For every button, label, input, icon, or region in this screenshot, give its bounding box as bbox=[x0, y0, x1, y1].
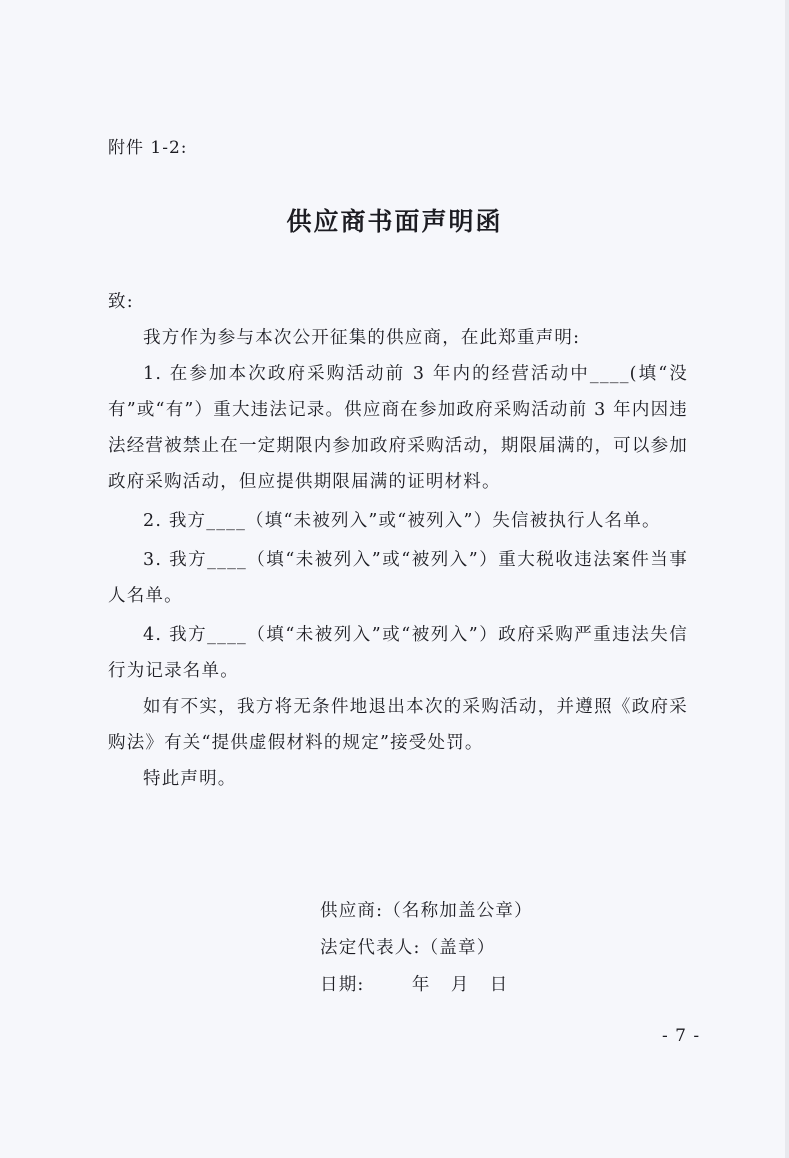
page-number: - 7 - bbox=[662, 1026, 701, 1046]
salutation: 致: bbox=[108, 292, 134, 312]
document-body bbox=[108, 284, 688, 797]
signature-block bbox=[320, 893, 533, 1004]
closing-paragraph: 如有不实，我方将无条件地退出本次的采购活动，并遵照《政府采购法》有关“提供虚假材料的规定”接受处罚。 bbox=[108, 697, 688, 753]
declaration-statement: 特此声明。 bbox=[143, 769, 237, 789]
declaration-item-2: 2. 我方____（填“未被列入”或“被列入”）失信被执行人名单。 bbox=[143, 511, 661, 531]
intro-paragraph: 我方作为参与本次公开征集的供应商，在此郑重声明: bbox=[143, 328, 581, 348]
declaration-item-1: 1. 在参加本次政府采购活动前 3 年内的经营活动中____(填“没有”或“有”）重大违法记录。供应商在参加政府采购活动前 3 年内因违法经营被禁止在一定期限内参加政府采购活动，期限届满的，可以参加政府采购活动，但应提供期限届满的证明材料。 bbox=[108, 364, 688, 492]
supplier-signature-line: 供应商:（名称加盖公章） bbox=[320, 901, 533, 921]
attachment-label: 附件 1-2: bbox=[108, 138, 188, 158]
date-line: 日期: 年 月 日 bbox=[320, 975, 509, 995]
declaration-item-3: 3. 我方____（填“未被列入”或“被列入”）重大税收违法案件当事人名单。 bbox=[108, 550, 688, 606]
declaration-item-4: 4. 我方____（填“未被列入”或“被列入”）政府采购严重违法失信行为记录名单。 bbox=[108, 625, 688, 681]
scan-edge bbox=[785, 0, 789, 1158]
document-title: 供应商书面声明函 bbox=[286, 207, 503, 236]
legal-rep-signature-line: 法定代表人:（盖章） bbox=[320, 938, 496, 958]
